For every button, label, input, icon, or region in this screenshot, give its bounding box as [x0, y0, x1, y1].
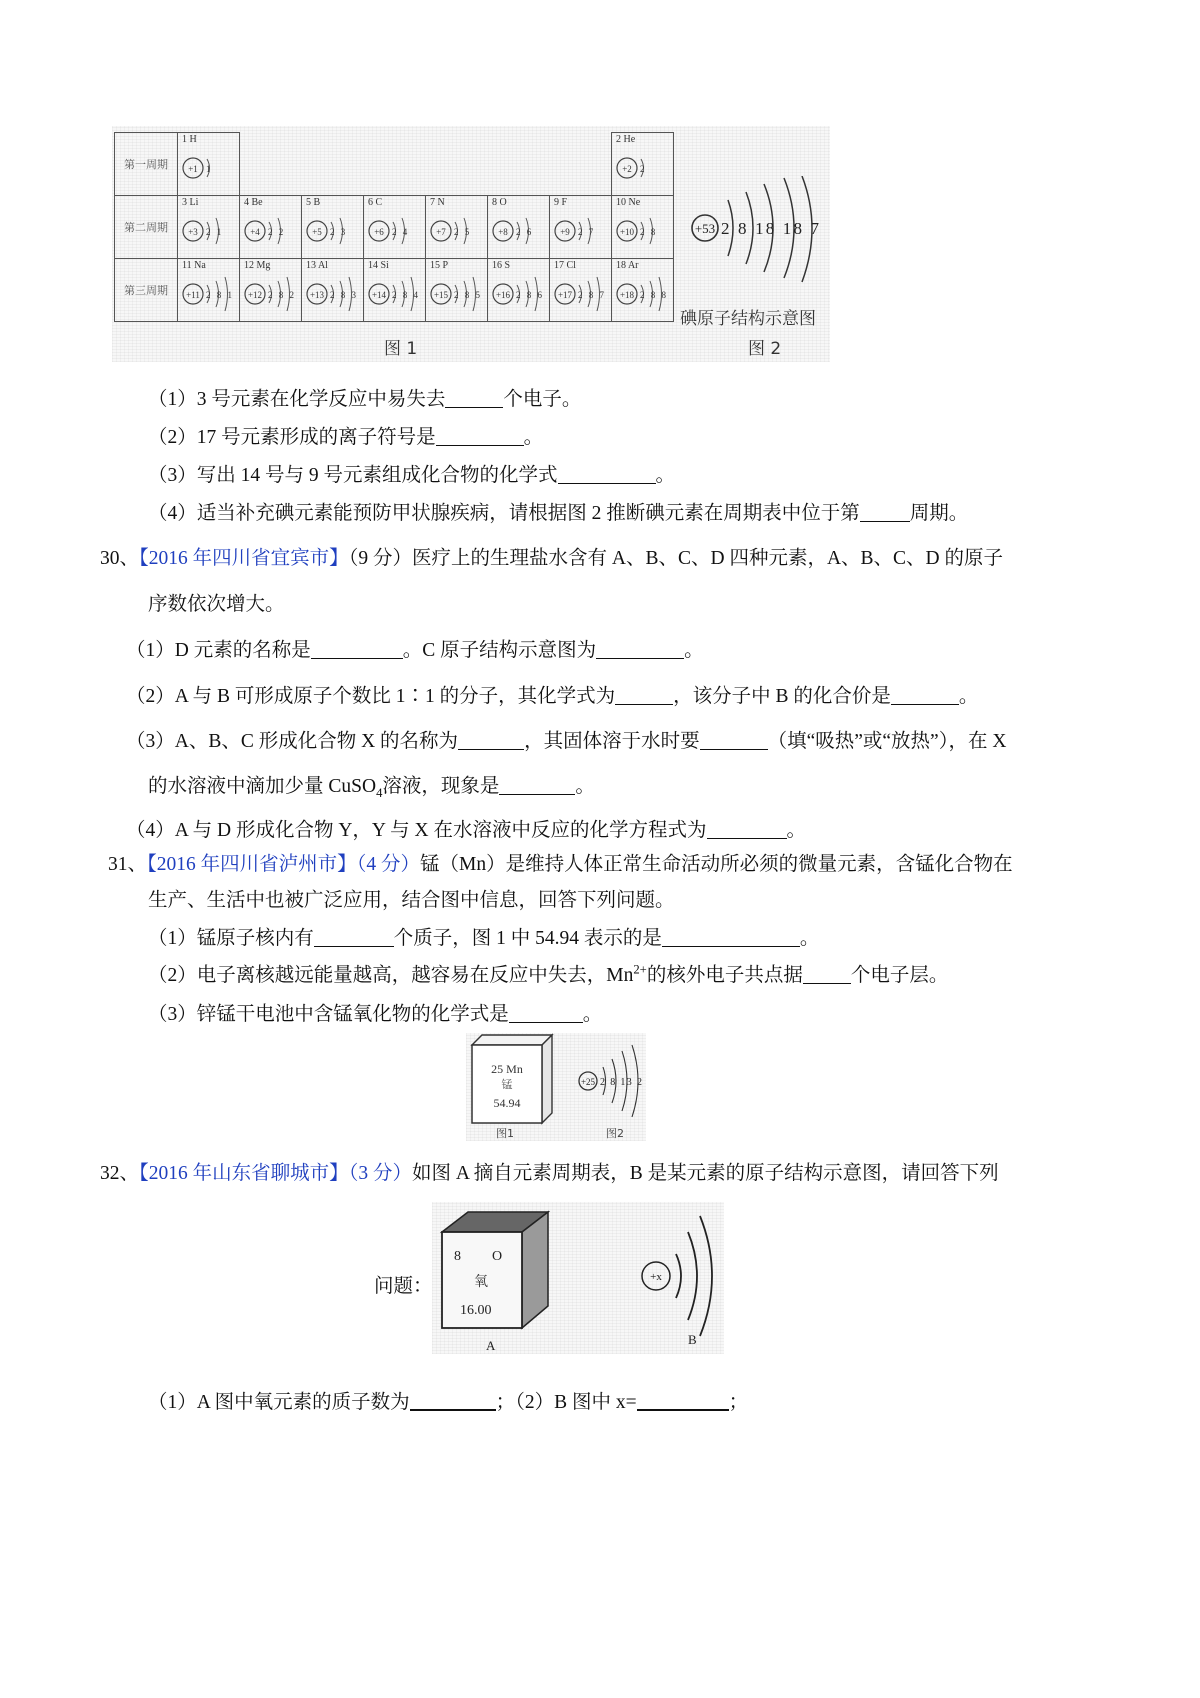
nucleus-charge: +12: [247, 290, 263, 300]
element-symbol: 11 Na: [182, 260, 206, 271]
shell-electrons: 2 4: [392, 227, 410, 237]
shell-electrons: 2 1: [206, 227, 224, 237]
iodine-atom-diagram: [688, 176, 824, 286]
q29-sub1: （1）3 号元素在化学反应中易失去 个电子。: [148, 383, 581, 411]
answer-blank[interactable]: [803, 963, 851, 984]
nucleus-charge: +8: [498, 227, 508, 237]
atom-structure-diagram: [614, 271, 671, 317]
shell-electrons: 2: [640, 164, 647, 174]
atom-structure-diagram: [490, 271, 547, 317]
q31-stem-line2: 生产、生活中也被广泛应用，结合图中信息，回答下列问题。: [148, 890, 675, 911]
atom-structure-diagram: [180, 208, 237, 254]
shell-electrons: 2 7: [578, 227, 596, 237]
mn-shells: 2 8 13 2: [600, 1077, 642, 1088]
atom-structure-diagram: [180, 271, 237, 317]
atom-structure-diagram: [552, 271, 609, 317]
o-nucleus: +x: [650, 1271, 662, 1283]
atom-structure-diagram: [366, 208, 423, 254]
q30-sub2: （2）A 与 B 可形成原子个数比 1∶1 的分子，其化学式为 ，该分子中 B 的化合价是 。: [126, 680, 978, 708]
element-cell: [302, 196, 364, 259]
element-cell: [488, 259, 550, 322]
q30-stem-line1: 30、【2016 年四川省宜宾市】（9 分）医疗上的生理盐水含有 A、B、C、D 四种元素，A、B、C、D 的原子: [100, 548, 1004, 569]
nucleus-charge: +4: [250, 227, 260, 237]
element-cell: [550, 196, 612, 259]
atom-structure-diagram: [490, 208, 547, 254]
element-cell: [426, 196, 488, 259]
iodine-caption: 碘原子结构示意图: [680, 309, 816, 329]
q30-stem-line2: 序数依次增大。: [148, 594, 285, 615]
nucleus-charge: +17: [557, 290, 573, 300]
nucleus-charge: +3: [188, 227, 198, 237]
element-symbol: 7 N: [430, 197, 445, 208]
element-symbol: 1 H: [182, 134, 197, 145]
nucleus-charge: +1: [188, 164, 198, 174]
shell-electrons: 2 8 6: [516, 290, 544, 300]
nucleus-charge: +15: [433, 290, 449, 300]
q29-sub4: （4）适当补充碘元素能预防甲状腺疾病，请根据图 2 推断碘元素在周期表中位于第 周期。: [148, 497, 968, 525]
answer-blank[interactable]: [615, 684, 673, 705]
element-cell: [612, 259, 674, 322]
atom-structure-diagram: [614, 145, 671, 191]
element-symbol: 3 Li: [182, 197, 199, 208]
atom-structure-diagram: [242, 208, 299, 254]
row-label-period-2: 第二周期: [115, 196, 178, 259]
q30-sub1: （1）D 元素的名称是 。C 原子结构示意图为 。: [126, 634, 704, 662]
q30-source: 【2016 年四川省宜宾市】: [139, 548, 349, 569]
q31-sub3: （3）锌锰干电池中含锰氧化物的化学式是 。: [148, 998, 602, 1026]
periodic-table: [114, 132, 674, 322]
nucleus-charge: +18: [619, 290, 635, 300]
element-cell: [612, 133, 674, 196]
q30-sub3-cont: 的水溶液中滴加少量 CuSO$_4$溶液，现象是 。: [148, 770, 595, 801]
answer-blank[interactable]: [314, 926, 394, 947]
element-cell: [178, 133, 240, 196]
element-symbol: 15 P: [430, 260, 449, 271]
atom-structure-diagram: [304, 271, 361, 317]
element-cell: [302, 259, 364, 322]
q31-source: 【2016 年四川省泸州市】（4 分）: [147, 854, 421, 875]
answer-blank[interactable]: [860, 501, 910, 522]
nucleus-charge: +11: [186, 290, 200, 300]
element-cell: [488, 196, 550, 259]
answer-blank[interactable]: [509, 1002, 583, 1023]
fig-label-b: B: [688, 1332, 697, 1347]
fig1-caption: 图 1: [384, 339, 418, 359]
atom-structure-diagram: [366, 271, 423, 317]
row-label-period-3: 第三周期: [115, 259, 178, 322]
element-symbol: 2 He: [616, 134, 636, 145]
q32-stem-line2: 问题：: [374, 1276, 433, 1297]
answer-blank[interactable]: [662, 926, 800, 947]
manganese-figure: [466, 1033, 646, 1141]
nucleus-charge: +6: [374, 227, 384, 237]
nucleus-charge: +2: [622, 164, 632, 174]
atom-structure-diagram: [180, 145, 237, 191]
fig-label-a: A: [486, 1338, 496, 1353]
answer-blank[interactable]: [707, 818, 787, 839]
fig2-caption: 图 2: [748, 339, 782, 359]
atom-structure-diagram: [242, 271, 299, 317]
answer-blank[interactable]: [637, 1389, 729, 1411]
shell-electrons: 2 8 7: [578, 290, 606, 300]
atom-structure-diagram: [614, 208, 671, 254]
shell-electrons: 2 8 1: [206, 290, 234, 300]
o-symbol: O: [492, 1249, 503, 1264]
shell-electrons: 2 8 5: [454, 290, 482, 300]
iodine-shells: 2 8 18 18 7: [721, 219, 819, 238]
element-symbol: 6 C: [368, 197, 383, 208]
answer-blank[interactable]: [558, 463, 656, 484]
shell-electrons: 2 6: [516, 227, 534, 237]
iodine-nucleus: +53: [694, 221, 716, 236]
answer-blank[interactable]: [700, 729, 768, 750]
q31-stem-line1: 31、【2016 年四川省泸州市】（4 分）锰（Mn）是维持人体正常生命活动所必须的微量元素，含锰化合物在: [108, 854, 1013, 875]
q29-sub3: （3）写出 14 号与 9 号元素组成化合物的化学式 。: [148, 459, 675, 487]
element-symbol: 16 S: [492, 260, 511, 271]
nucleus-charge: +14: [371, 290, 387, 300]
element-symbol: 4 Be: [244, 197, 263, 208]
shell-electrons: 2 8 2: [268, 290, 296, 300]
atom-structure-diagram: [552, 208, 609, 254]
element-symbol: 13 Al: [306, 260, 328, 271]
nucleus-charge: +9: [560, 227, 570, 237]
answer-blank[interactable]: [436, 425, 524, 446]
answer-blank[interactable]: [410, 1389, 496, 1411]
shell-electrons: 2 8 4: [392, 290, 420, 300]
nucleus-charge: +13: [309, 290, 325, 300]
nucleus-charge: +16: [495, 290, 511, 300]
answer-blank[interactable]: [445, 387, 503, 408]
shell-electrons: 2 5: [454, 227, 472, 237]
shell-electrons: 1: [206, 164, 213, 174]
q31-sub2: （2）电子离核越远能量越高，越容易在反应中失去，$Mn^{2+}$的核外电子共点据 个电子层。: [148, 962, 949, 986]
nucleus-charge: +5: [312, 227, 322, 237]
o-number: 8: [454, 1249, 461, 1264]
element-symbol: 8 O: [492, 197, 507, 208]
element-cell: [426, 259, 488, 322]
q29-sub2: （2）17 号元素形成的离子符号是 。: [148, 421, 543, 449]
answer-blank[interactable]: [891, 684, 959, 705]
shell-electrons: 2 2: [268, 227, 286, 237]
o-name: 氧: [474, 1274, 488, 1290]
element-symbol: 17 Cl: [554, 260, 576, 271]
element-symbol: 10 Ne: [616, 197, 641, 208]
element-symbol: 12 Mg: [244, 260, 271, 271]
shell-electrons: 2 8: [640, 227, 658, 237]
shell-electrons: 2 8 8: [640, 290, 668, 300]
element-cell: [612, 196, 674, 259]
o-mass: 16.00: [460, 1303, 492, 1318]
shell-electrons: 2 3: [330, 227, 348, 237]
mn-name: 锰: [501, 1078, 513, 1091]
element-cell: [178, 259, 240, 322]
element-symbol: 18 Ar: [616, 260, 639, 271]
element-cell: [550, 259, 612, 322]
q30-sub4: （4）A 与 D 形成化合物 Y，Y 与 X 在水溶液中反应的化学方程式为 。: [126, 814, 806, 842]
nucleus-charge: +10: [619, 227, 635, 237]
element-symbol: 9 F: [554, 197, 568, 208]
atom-structure-diagram: [304, 208, 361, 254]
answer-blank[interactable]: [596, 638, 684, 659]
oxygen-figure: [432, 1202, 724, 1354]
q31-sub1: （1）锰原子核内有 个质子，图 1 中 54.94 表示的是 。: [148, 922, 819, 950]
q32-sub1: （1）A 图中氧元素的质子数为 ；（2）B 图中 x= ；: [148, 1386, 748, 1414]
element-cell: [364, 259, 426, 322]
element-symbol: 5 B: [306, 197, 321, 208]
q32-source: 【2016 年山东省聊城市】（3 分）: [139, 1163, 413, 1184]
element-cell: [240, 259, 302, 322]
element-cell: [178, 196, 240, 259]
mn-nucleus: +25: [580, 1077, 596, 1087]
row-label-period-1: 第一周期: [115, 133, 178, 196]
shell-electrons: 2 8 3: [330, 290, 358, 300]
q32-stem-line1: 32、【2016 年山东省聊城市】（3 分）如图 A 摘自元素周期表，B 是某元素的原子结构示意图，请回答下列: [100, 1163, 999, 1184]
answer-blank[interactable]: [311, 638, 403, 659]
atom-structure-diagram: [428, 208, 485, 254]
mn-mass: 54.94: [493, 1096, 521, 1110]
element-cell: [240, 196, 302, 259]
element-symbol: 14 Si: [368, 260, 389, 271]
nucleus-charge: +7: [436, 227, 446, 237]
mn-symbol: 25 Mn: [491, 1062, 523, 1076]
atom-structure-diagram: [428, 271, 485, 317]
answer-blank[interactable]: [499, 774, 575, 795]
mn-fig2-caption: 图2: [606, 1127, 624, 1140]
mn-fig1-caption: 图1: [496, 1127, 514, 1140]
element-cell: [364, 196, 426, 259]
answer-blank[interactable]: [458, 729, 524, 750]
q30-sub3: （3）A、B、C 形成化合物 X 的名称为 ，其固体溶于水时要 （填“吸热”或“放热”），在 X: [126, 725, 1006, 753]
